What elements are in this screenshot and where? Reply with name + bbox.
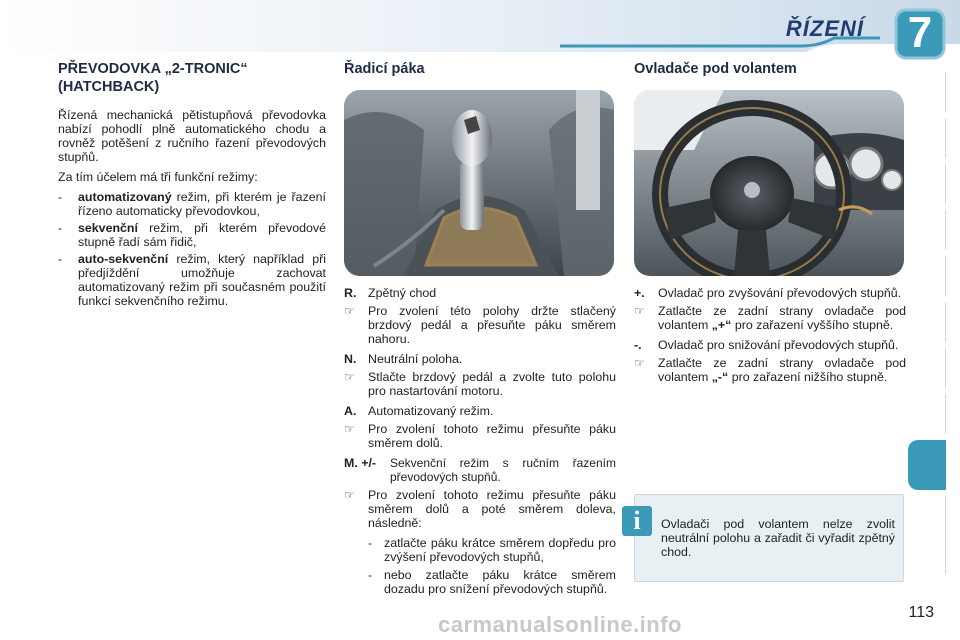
chapter-tab[interactable] [930,534,946,574]
def-key: M. +/- [344,456,377,470]
hint-r [344,304,616,346]
gearbox-intro: Řízená mechanická pětistupňová převodovka nabízí pohodlí plně automatického chodu a rovněž potěšení z ručního řazení převodových stupňů. [58,108,326,164]
chapter-tabs [918,72,946,572]
mode-description: režim, při kterém převodové stupně řadí sám řidič, [78,221,326,249]
chapter-tab[interactable] [930,256,946,296]
hint-text: Pro zvolení tohoto režimu přesuňte páku směrem dolů a poté směrem doleva, následně: [368,488,616,530]
hint-text: Stlačte brzdový pedál a zvolte tuto polohu pro nastartování motoru. [368,370,616,398]
column-steering-controls [634,60,906,390]
hint-text-part: Zatlačte ze zadní strany ovladače pod volantem [658,356,906,384]
chapter-tab[interactable] [930,394,946,434]
mode-term: sekvenční [78,221,138,235]
hand-pointer-icon: ☞ [634,356,645,370]
definition-m [344,456,616,484]
hand-pointer-icon: ☞ [344,304,355,318]
control-term: „-“ [711,370,729,384]
mode-term: auto-sekvenční [78,252,169,266]
list-dash: - [58,190,63,204]
list-item [58,190,326,218]
list-item-text [78,221,326,249]
gear-lever-title: Řadicí páka [344,61,425,77]
mode-term: automatizovaný [78,190,172,204]
def-key: N. [344,352,357,366]
def-text: Zpětný chod [368,286,437,300]
hint-text [658,304,906,332]
hand-pointer-icon: ☞ [344,370,355,384]
list-item-text [78,252,326,308]
list-dash: - [368,536,373,550]
chapter-tab[interactable] [930,302,946,342]
hint-text [658,356,906,384]
list-dash: - [368,568,373,582]
hand-pointer-icon: ☞ [634,304,645,318]
definition-r [344,286,616,300]
hint-minus [634,356,906,384]
mode-description: režim, který například při předjíždění umožňuje zachovat automatizovaný režim při současném použití funkcí sekvenčního režimu. [78,252,326,308]
hint-a [344,422,616,450]
definition-a [344,404,616,418]
list-item [368,536,616,564]
mode-description: režim, při kterém je řazení řízeno automaticky převodovkou, [78,190,326,218]
definition-n [344,352,616,366]
chapter-number: 7 [907,8,933,57]
gear-lever-icon [344,90,614,276]
steering-controls-title: Ovladače pod volantem [634,61,797,77]
list-dash: - [58,221,63,235]
list-item-text: zatlačte páku krátce směrem dopředu pro zvýšení převodových stupňů, [384,536,616,564]
chapter-tab[interactable] [930,210,946,250]
list-item [368,568,616,596]
hint-m [344,488,616,530]
info-box [622,494,904,582]
chapter-tab[interactable] [930,72,946,112]
chapter-tab[interactable] [930,348,946,388]
list-item [58,252,326,308]
info-icon: i [622,506,652,536]
list-item-text: nebo zatlačte páku krátce směrem dozadu pro snížení převodových stupňů. [384,568,616,596]
list-dash: - [58,252,63,266]
chapter-tab-active[interactable] [908,440,946,490]
watermark: carmanualsonline.info [438,612,682,637]
definition-minus [634,338,906,352]
hand-pointer-icon: ☞ [344,488,355,502]
def-text: Ovladač pro snižování převodových stupňů. [658,338,899,352]
hint-text-part: Zatlačte ze zadní strany ovladače pod volantem [658,304,906,332]
def-text: Ovladač pro zvyšování převodových stupňů. [658,286,902,300]
def-key: A. [344,404,357,418]
chapter-tab[interactable] [930,118,946,158]
list-item [58,221,326,249]
column-gear-lever [344,60,616,600]
hint-text-part: pro zařazení vyššího stupně. [731,318,894,332]
hand-pointer-icon: ☞ [344,422,355,436]
def-text: Neutrální poloha. [368,352,463,366]
def-text: Automatizovaný režim. [368,404,494,418]
def-key: R. [344,286,357,300]
control-term: „+“ [711,318,732,332]
def-key: -. [634,338,642,352]
gear-lever-photo [344,90,614,276]
chapter-title: ŘÍZENÍ [785,16,864,41]
hint-text: Pro zvolení tohoto režimu přesuňte páku směrem dolů. [368,422,616,450]
gearbox-modes-intro: Za tím účelem má tři funkční režimy: [58,170,258,184]
hint-text-part: pro zařazení nižšího stupně. [728,370,888,384]
hint-plus [634,304,906,332]
hint-n [344,370,616,398]
definition-plus [634,286,906,300]
column-gearbox [58,60,326,311]
chapter-tab[interactable] [930,164,946,204]
def-key: +. [634,286,645,300]
hint-text: Pro zvolení této polohy držte stlačený brzdový pedál a přesuňte páku směrem nahoru. [368,304,616,346]
gearbox-title: PŘEVODOVKA „2-TRONIC“ (HATCHBACK) [58,61,248,95]
page-number: 113 [908,604,934,621]
def-text: Sekvenční režim s ručním řazením převodových stupňů. [390,456,616,484]
chapter-tab[interactable] [930,496,946,536]
info-text: Ovladači pod volantem nelze zvolit neutrální polohu a zařadit či vyřadit zpětný chod. [634,494,904,582]
steering-wheel-photo [634,90,904,276]
steering-wheel-icon [634,90,904,276]
list-item-text [78,190,326,218]
